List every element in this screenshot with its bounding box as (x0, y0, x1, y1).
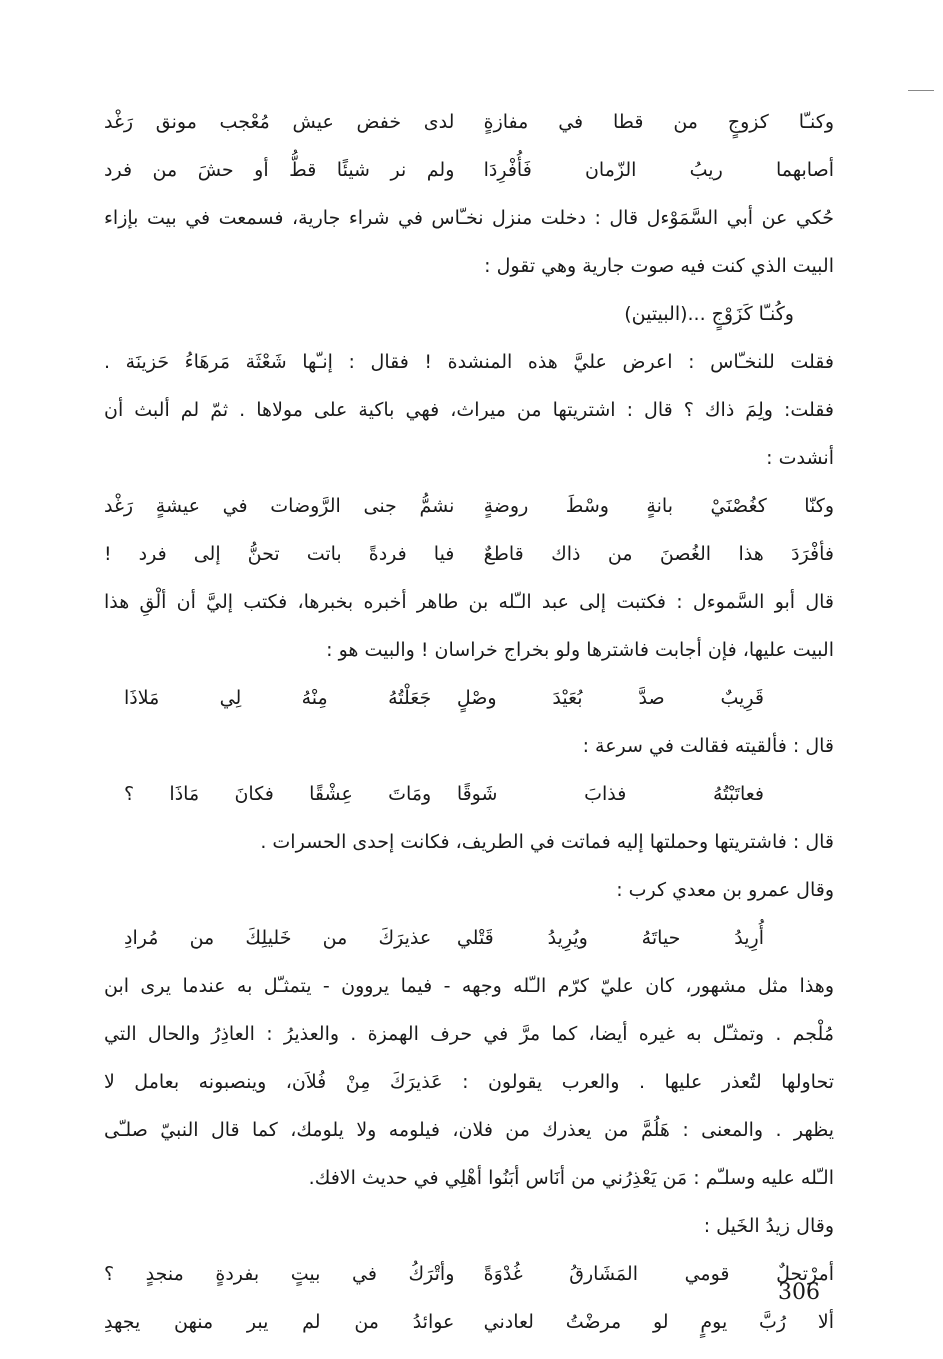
page-body (104, 98, 834, 1346)
verse-line (104, 146, 834, 194)
verse-second-hemistich: لدى خفض عيش مُعْجب مونق رَغْد (104, 111, 455, 133)
prose-line: البيت الذي كنت فيه صوت جارية وهي تقول : (484, 255, 834, 277)
prose-line: قال أبو السَّموءل : فكتبت إلى عبد الـّله بن طاهر أخبره بخبرها، فكتب إليَّ أن ألْقِ هذا (104, 591, 834, 613)
verse-first-hemistich: أُرِيدُ حياتَهُ ويُرِيدُ قَتْلي (456, 927, 764, 949)
verse-second-hemistich: نشمُّ جنى الرَّوضات في عيشةٍ رَغْد (104, 495, 455, 517)
verse-second-hemistich: ولم نر شيئًا قطُّ أو حشَ من فرد (104, 159, 455, 181)
prose-line: تحاولها لتُعذر عليها . والعرب يقولون : عَذيرَكَ مِنْ فُلاَن، وينصبونه بعامل لا (104, 1071, 834, 1093)
prose-line: قال : فاشتريتها وحملتها إليه فماتت في الطريف، فكانت إحدى الحسرات . (260, 831, 834, 853)
corner-mark (908, 90, 934, 91)
verse-hemistich: وكُنـّا كَزَوْجٍ ...(البيتين) (624, 303, 794, 325)
verse-first-hemistich: ألا رُبَّ يومٍ لو مرضْتُ لعادني (483, 1311, 834, 1333)
verse-first-hemistich: وكنـّا كزوجٍ من قطا في مفازةٍ (483, 111, 834, 133)
verse-line (104, 530, 834, 578)
prose-line: مُلْجم . وتمثـّل به غيره أيضا، كما مرَّ في حرف الهمزة . والعذيرُ : العاذِرُ والحال التي (104, 1023, 834, 1045)
verse-first-hemistich: أمرْتحلٌ قومي المَشَارقُ غُدْوَةً (483, 1263, 834, 1285)
prose-line: حُكي عن أبي السَّمَوْءل قال : دخلت منزل نخـّاس في شراء جارية، فسمعت في بيت بإزاء (104, 207, 834, 229)
verse-line (104, 290, 834, 338)
verse-line (104, 674, 834, 722)
verse-line (104, 1298, 834, 1346)
verse-second-hemistich: وأتْرَكُ في بيتٍ بفردةٍ منجدٍ ؟ (104, 1263, 455, 1285)
verse-first-hemistich: قَرِيبٌ صدَّ بُعَيْدَ وصْلٍ (456, 687, 764, 709)
verse-first-hemistich: وكنّا كغُصْنَيْ بانةٍ وسْطَ روضةٍ (483, 495, 834, 517)
prose-line: قال : فألقيته فقالت في سرعة : (582, 735, 834, 757)
verse-first-hemistich: فعاتَبْتُهُ فذابَ شَوقًا (456, 783, 764, 805)
verse-line (104, 914, 834, 962)
verse-second-hemistich: فيا فردةً باتت تحنُّ إلى فرد ! (104, 543, 455, 565)
prose-line: فقلت للنخـّاس : اعرض عليَّ هذه المنشدة ! فقال : إنـّها شَعْثَة مَرهَاءُ حَزينَة . (104, 351, 834, 373)
prose-line: الـّله عليه وسلـّم : مَن يَعْذِرُني من أنَاس أبَنُوا أهْلِي في حديث الافك. (308, 1167, 834, 1189)
verse-line (104, 1250, 834, 1298)
verse-first-hemistich: أصابهما ريبُ الزّمان فَأُفْرِدَا (483, 159, 834, 181)
prose-line: وقال زيدُ الخَيل : (703, 1215, 834, 1237)
prose-line: وهذا مثل مشهور، كان عليّ كرّم الـّله وجهه - فيما يروون - يتمثـّل به عندما يرى ابن (104, 975, 834, 997)
verse-second-hemistich: عوائدُ من لم يبر منهن يجهدِ (104, 1311, 455, 1333)
verse-line (104, 98, 834, 146)
verse-second-hemistich: عذيرَكَ من خَليلِكَ من مُرادِ (124, 927, 432, 949)
verse-second-hemistich: ومَاتَ عِشْقًا فكانَ مَاذَا ؟ (124, 783, 432, 805)
verse-first-hemistich: فأفْرَدَ هذا الغُصنَ من ذاك قاطعٌ (483, 543, 834, 565)
prose-line: فقلت: ولِمَ ذاك ؟ قال : اشتريتها من ميراث، فهي باكية على مولاها . ثمّ لم ألبث أن (104, 399, 834, 421)
page-number: 306 (778, 1280, 820, 1305)
prose-line: يظهر . والمعنى : هَلُمَّ من يعذرك من فلان، فيلومه ولا يلومك، كما قال النبيّ صلـّى (104, 1119, 834, 1141)
prose-line: وقال عمرو بن معدي كرب : (616, 879, 834, 901)
verse-line (104, 770, 834, 818)
prose-line: أنشدت : (766, 447, 834, 469)
prose-line: البيت عليها، فإن أجابت فاشترها ولو بخراج خراسان ! والبيت هو : (326, 639, 834, 661)
verse-second-hemistich: جَعَلْتُهُ مِنْهُ لِي مَلاذَا (124, 687, 432, 709)
verse-line (104, 482, 834, 530)
